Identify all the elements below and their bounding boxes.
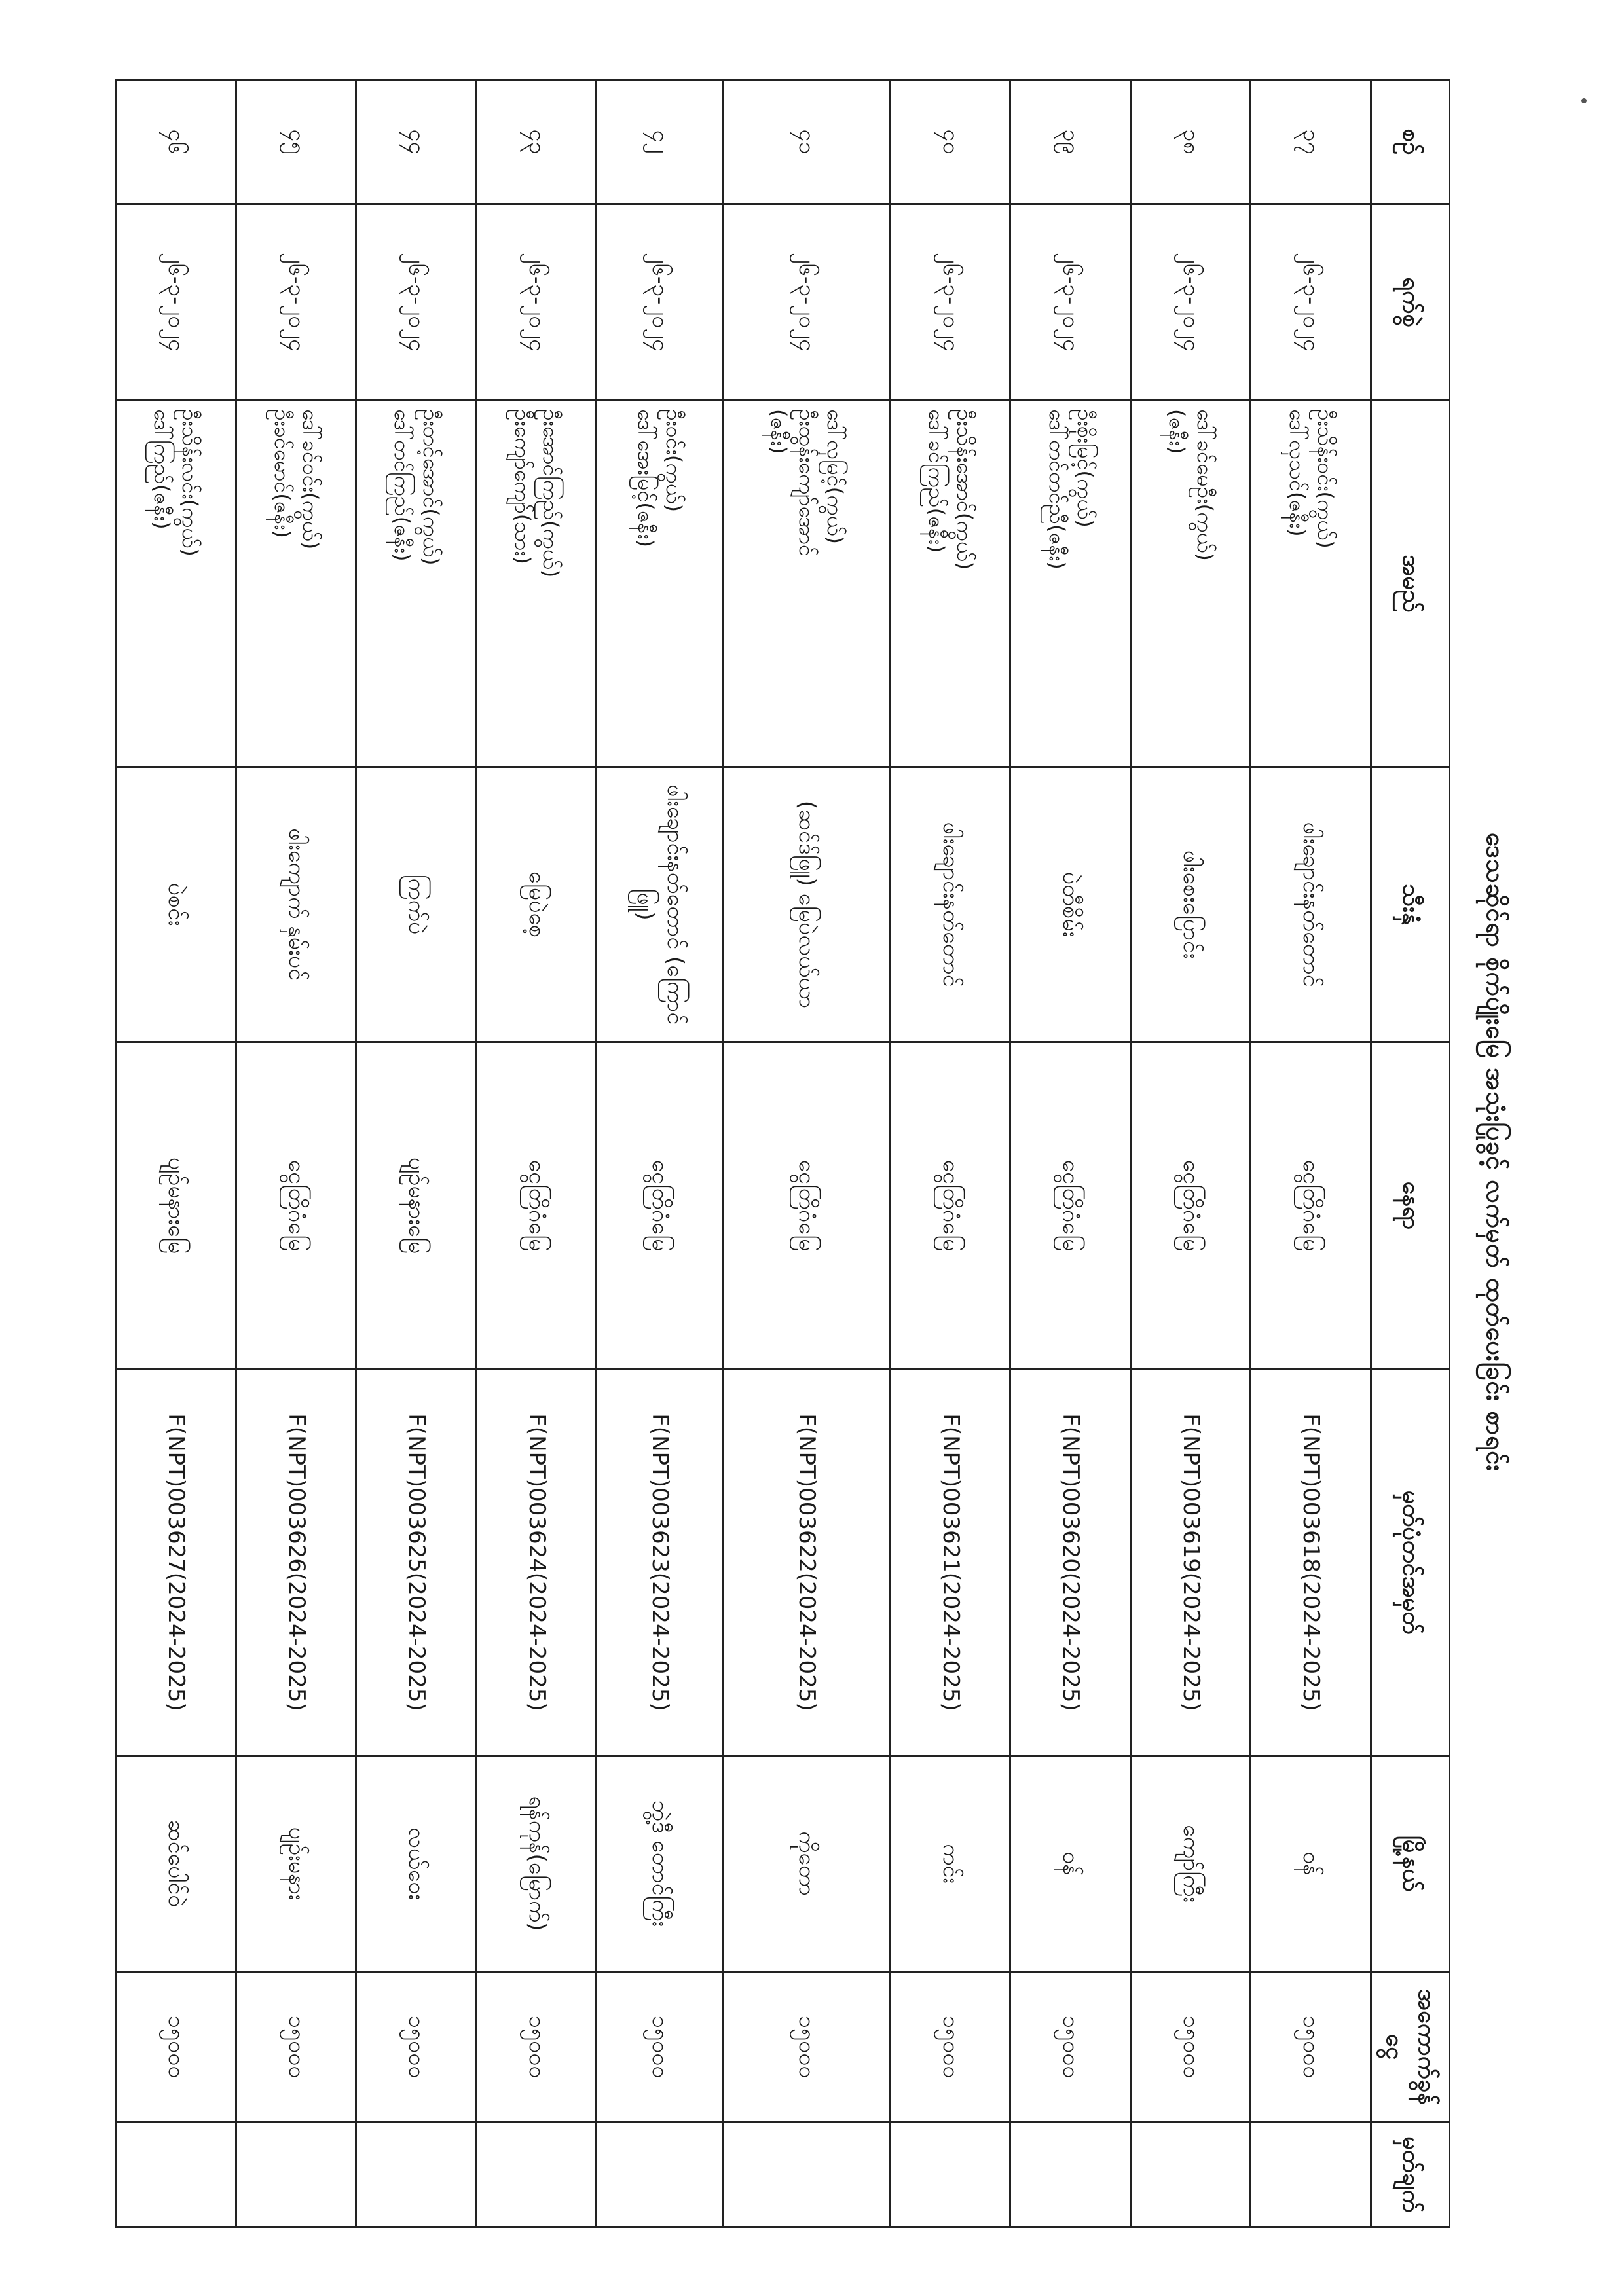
- cell-amount: ၁၅၀၀၀: [476, 1972, 597, 2123]
- cell-place: ပျဉ်မနားမြေ: [116, 1042, 236, 1370]
- cell-date: ၂၆-၃-၂၀၂၄: [356, 204, 477, 401]
- cell-date: ၂၆-၃-၂၀၂၄: [597, 204, 723, 401]
- cell-township: ဝန်: [1251, 1756, 1371, 1972]
- cell-name: ဦးစိုးမြင့်(ကွယ်) ဒေါ်တင်တင်ညီ(ဇနီး): [1010, 401, 1131, 767]
- cell-date: ၂၆-၃-၂၀၂၄: [890, 204, 1010, 401]
- cell-reg: F(NPT)003622(2024-2025): [722, 1370, 890, 1756]
- cell-reg: F(NPT)003627(2024-2025): [116, 1370, 236, 1756]
- cell-remark: [356, 2123, 477, 2227]
- cell-name: ဒေါ်ခင်မေဦး(ကွယ်) (ဇနီး): [1130, 401, 1251, 767]
- cell-reg: F(NPT)003626(2024-2025): [236, 1370, 356, 1756]
- cell-remark: [1251, 2123, 1371, 2227]
- cell-date: ၂၆-၃-၂၀၂၄: [1010, 204, 1131, 401]
- cell-township: ဘွဲ့ဒီ တောင်ကြီး: [597, 1756, 723, 1972]
- table-row: [356, 80, 477, 2227]
- page-title: ဒေသဆိုင်ရာ စိုက်ပျိုးမြေ အသုံးပြုခွင့် လက်မှတ် ထုတ်ပေးခြင်း စာရင်း: [1481, 833, 1510, 1472]
- cell-place: ငွေတြိဂံမြေ: [1251, 1042, 1371, 1370]
- cell-place: ငွေတြိဂံမြေ: [722, 1042, 890, 1370]
- cell-township: ကင်း: [890, 1756, 1010, 1972]
- cell-no: ၃၉: [1010, 80, 1131, 204]
- cell-township: ဝန်: [1010, 1756, 1131, 1972]
- table-row: [1130, 80, 1251, 2227]
- header-crop: သီးနှံ: [1371, 767, 1449, 1042]
- table-row: [476, 80, 597, 2227]
- cell-name: ဦးသိန်းဝင်း(ကွယ်) ဒေါ်လှသင်(ဇနီး): [1251, 401, 1371, 767]
- cell-township: ရန်ကုန်(မြောက်): [476, 1756, 597, 1972]
- cell-reg: F(NPT)003621(2024-2025): [890, 1370, 1010, 1756]
- cell-crop: ကြက်ပဲ: [356, 767, 477, 1042]
- cell-no: ၄၁: [722, 80, 890, 204]
- cell-place: ငွေတြိဂံမြေ: [890, 1042, 1010, 1370]
- header-remark: မှတ်ချက်: [1371, 2123, 1449, 2227]
- cell-reg: F(NPT)003619(2024-2025): [1130, 1370, 1251, 1756]
- cell-crop: ဖါးကျောက် နှမ်းပင်: [236, 767, 356, 1042]
- cell-name: ဦးဝင်း(ကွယ်) ဒေါ်အေးမြင့်(ဇနီး): [597, 401, 723, 767]
- cell-remark: [116, 2123, 236, 2227]
- cell-no: ၄၄: [356, 80, 477, 204]
- cell-amount: ၁၅၀၀၀: [722, 1972, 890, 2123]
- cell-township: ဆင်ပေါင်ဝဲ: [116, 1756, 236, 1972]
- cell-name: ဦးအောင်ကြည်(ကွယ်) ဦးကျော်ကျော်(သား): [476, 401, 597, 767]
- header-no: စဉ်: [1371, 80, 1449, 204]
- cell-place: ပျဉ်မနားမြေ: [356, 1042, 477, 1370]
- cell-place: ငွေတြိဂံမြေ: [236, 1042, 356, 1370]
- cell-remark: [597, 2123, 723, 2227]
- cell-remark: [890, 2123, 1010, 2227]
- cell-place: ငွေတြိဂံမြေ: [476, 1042, 597, 1370]
- header-place: နေရာ: [1371, 1042, 1449, 1370]
- cell-crop: ပဲတီစိမ်း: [1010, 767, 1131, 1042]
- cell-date: ၂၆-၃-၂၀၂၄: [722, 204, 890, 401]
- cell-amount: ၁၅၀၀၀: [116, 1972, 236, 2123]
- header-date: ရက်စွဲ: [1371, 204, 1449, 401]
- cell-amount: ၁၅၀၀၀: [1251, 1972, 1371, 2123]
- cell-township: ပျဉ်းမနား: [236, 1756, 356, 1972]
- cell-crop: ဖါးချောင်းနတ်တောင်: [1251, 767, 1371, 1042]
- cell-remark: [236, 2123, 356, 2227]
- cell-no: ၃၇: [1251, 80, 1371, 204]
- cell-crop: ပဲစင်း: [116, 767, 236, 1042]
- cell-remark: [476, 2123, 597, 2227]
- register-table: [115, 79, 1450, 2228]
- cell-date: ၂၆-၃-၂၀၂၄: [116, 204, 236, 401]
- cell-township: ကိုတော: [722, 1756, 890, 1972]
- cell-name: ဦးသိန်းလင်း(ကွယ်) ဒေါ်ကြည်(ဇနီး): [116, 401, 236, 767]
- table-row: [890, 80, 1010, 2227]
- header-row: [1371, 80, 1449, 2227]
- header-name: အမည်: [1371, 401, 1449, 767]
- cell-crop: မြေပဲစေ့: [476, 767, 597, 1042]
- cell-date: ၂၆-၃-၂၀၂၄: [236, 204, 356, 401]
- header-amount: အကောက်ခွန် ငွေ: [1371, 1972, 1449, 2123]
- cell-date: ၂၆-၃-၂၀၂၄: [1251, 204, 1371, 401]
- table-row: [1251, 80, 1371, 2227]
- cell-amount: ၁၅၀၀၀: [236, 1972, 356, 2123]
- cell-reg: F(NPT)003624(2024-2025): [476, 1370, 597, 1756]
- cell-date: ၂၆-၃-၂၀၂၄: [476, 204, 597, 401]
- cell-amount: ၁၅၀၀၀: [1010, 1972, 1131, 2123]
- cell-place: ငွေတြိဂံမြေ: [1010, 1042, 1131, 1370]
- cell-crop: ဖါးစေးပြောင်း: [1130, 767, 1251, 1042]
- cell-crop: (ဆင်ဒ်ဖြူ) မြေပဲလယ်ယာ: [722, 767, 890, 1042]
- cell-no: ၃၈: [1130, 80, 1251, 204]
- table-row: [722, 80, 890, 2227]
- cell-name: ဦးတင့်အောင်(ကွယ်) ဒေါ်တင်ကြည်(ဇနီး): [356, 401, 477, 767]
- cell-place: ငွေတြိဂံမြေ: [1130, 1042, 1251, 1370]
- cell-reg: F(NPT)003620(2024-2025): [1010, 1370, 1131, 1756]
- cell-place: ငွေတြိဂံမြေ: [597, 1042, 723, 1370]
- cell-remark: [1130, 2123, 1251, 2227]
- cell-no: ၄၃: [476, 80, 597, 204]
- cell-crop: ဖါးချောင်းနတ်တောင် (ကြောင်ဖြူ): [597, 767, 723, 1042]
- cell-no: ၄၂: [597, 80, 723, 204]
- cell-remark: [722, 2123, 890, 2227]
- cell-reg: F(NPT)003623(2024-2025): [597, 1370, 723, 1756]
- cell-reg: F(NPT)003625(2024-2025): [356, 1370, 477, 1756]
- rotated-register-page: [101, 79, 1522, 2226]
- cell-township: ကျော်ကြီး: [1130, 1756, 1251, 1972]
- scan-speck: [1581, 98, 1587, 103]
- cell-reg: F(NPT)003618(2024-2025): [1251, 1370, 1371, 1756]
- cell-amount: ၁၅၀၀၀: [356, 1972, 477, 2123]
- cell-name: ဒေါ်ခင်ဝင်း(ကွယ်) ဦးခင်မောင်(ဇနီး): [236, 401, 356, 767]
- cell-date: ၂၆-၃-၂၀၂၄: [1130, 204, 1251, 401]
- cell-township: လယ်ဝေး: [356, 1756, 477, 1972]
- cell-amount: ၁၅၀၀၀: [1130, 1972, 1251, 2123]
- table-body: [116, 80, 1371, 2227]
- header-reg: မှတ်ပုံတင်အမှတ်: [1371, 1370, 1449, 1756]
- cell-name: ဦးသိန်းအောင်(ကွယ်) ဒေါ်ခင်ကြည်(ဇနီး): [890, 401, 1010, 767]
- cell-crop: ဖါးချောင်းနတ်တောင်: [890, 767, 1010, 1042]
- table-row: [1010, 80, 1131, 2227]
- cell-no: ၄၅: [236, 80, 356, 204]
- cell-amount: ၁၅၀၀၀: [890, 1972, 1010, 2123]
- cell-no: ၄၆: [116, 80, 236, 204]
- cell-remark: [1010, 2123, 1131, 2227]
- cell-amount: ၁၅၀၀၀: [597, 1972, 723, 2123]
- cell-name: ဒေါ်လှမြင့်(ကွယ်) ဦးထွန်းကျော်အောင် (ဇနီး): [722, 401, 890, 767]
- table-row: [116, 80, 236, 2227]
- table-row: [597, 80, 723, 2227]
- header-township: မြို့နယ်: [1371, 1756, 1449, 1972]
- table-row: [236, 80, 356, 2227]
- cell-no: ၄၀: [890, 80, 1010, 204]
